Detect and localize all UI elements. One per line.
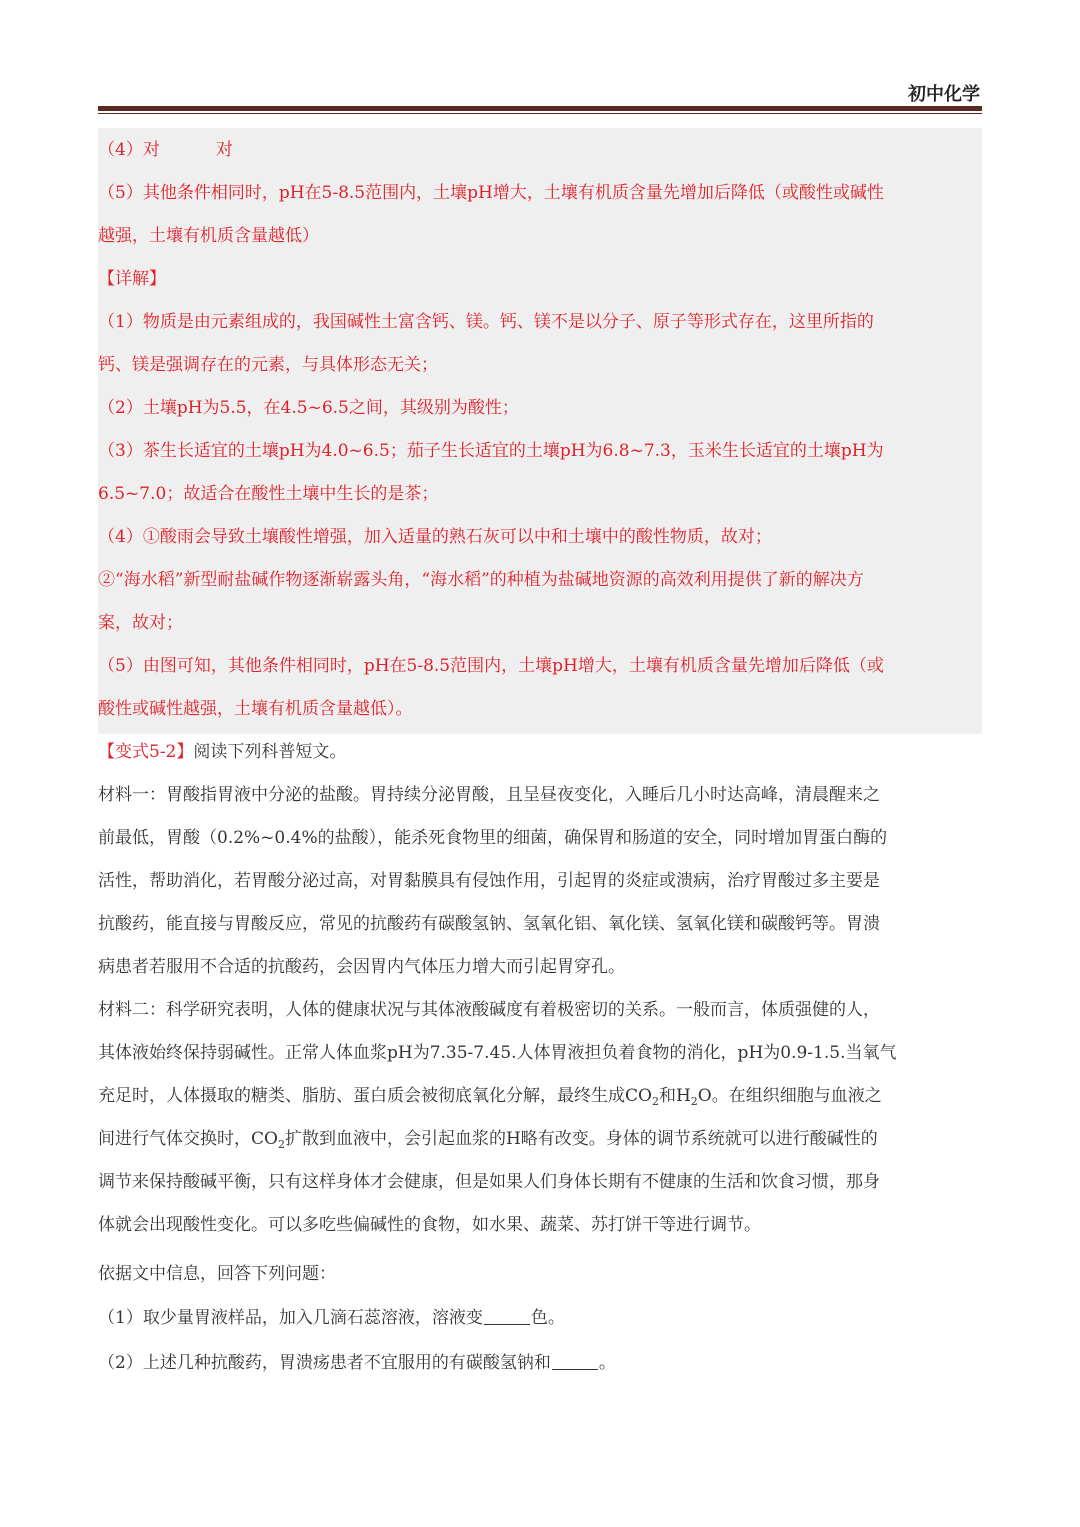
variant-tag: 【变式5-2】 — [98, 742, 194, 762]
variant-heading — [98, 740, 346, 764]
detail-2: （2）土壤pH为5.5，在4.5~6.5之间，其级别为酸性； — [98, 398, 519, 418]
answer-4 — [98, 138, 233, 162]
variant-intro: 阅读下列科普短文。 — [193, 742, 347, 762]
detail-3-line-1: （3）茶生长适宜的土壤pH为4.0~6.5；茄子生长适宜的土壤pH为6.8~7.3，玉米生长适宜的土壤pH为 — [98, 441, 884, 461]
material-1-line-1: 材料一：胃酸指胃液中分泌的盐酸。胃持续分泌胃酸，且呈昼夜变化，入睡后几小时达高峰，清晨醒来之 — [98, 785, 880, 805]
question-1-suffix: 色。 — [530, 1308, 565, 1328]
question-1 — [98, 1306, 565, 1330]
answer-blank[interactable] — [552, 1353, 598, 1370]
detail-5-line-2: 酸性或碱性越强，土壤有机质含量越低）。 — [98, 699, 413, 719]
question-intro: 依据文中信息，回答下列问题： — [98, 1264, 336, 1284]
material-2-line-6: 体就会出现酸性变化。可以多吃些偏碱性的食物，如水果、蔬菜、苏打饼干等进行调节。 — [98, 1215, 761, 1235]
detail-4-line-2: ②“海水稻”新型耐盐碱作物逐渐崭露头角，“海水稻”的种植为盐碱地资源的高效利用提供了新的解决方 — [98, 570, 864, 590]
header-rule — [98, 106, 982, 111]
detail-4-line-3: 案，故对； — [98, 613, 183, 633]
material-2-line-5: 调节来保持酸碱平衡，只有这样身体才会健康，但是如果人们身体长期有不健康的生活和饮食习惯，那身 — [98, 1172, 880, 1192]
material-1-line-2: 前最低，胃酸（0.2%~0.4%的盐酸），能杀死食物里的细菌，确保胃和肠道的安全，同时增加胃蛋白酶的 — [98, 828, 888, 848]
material-1-line-5: 病患者若服用不合适的抗酸药，会因胃内气体压力增大而引起胃穿孔。 — [98, 957, 625, 977]
material-2-line-1: 材料二：科学研究表明，人体的健康状况与其体液酸碱度有着极密切的关系。一般而言，体质强健的人， — [98, 1000, 880, 1020]
subscript: 2 — [690, 1095, 698, 1108]
material-2-line-3-part-b: 和H — [658, 1086, 691, 1106]
subscript: 2 — [651, 1095, 659, 1108]
material-2-line-4-part-b: 扩散到血液中，会引起血浆的H略有改变。身体的调节系统就可以进行酸碱性的 — [284, 1129, 878, 1149]
detail-3-line-2: 6.5~7.0；故适合在酸性土壤中生长的是茶； — [98, 484, 439, 504]
material-2-line-3-part-c: O。在组织细胞与血液之 — [697, 1086, 882, 1106]
header-rule-thin — [98, 113, 982, 114]
material-2-line-3 — [98, 1084, 882, 1108]
material-2-line-4 — [98, 1127, 878, 1151]
question-2 — [98, 1351, 616, 1375]
answer-5-line-1: （5）其他条件相同时，pH在5-8.5范围内，土壤pH增大，土壤有机质含量先增加后降低（或酸性或碱性 — [98, 183, 884, 203]
detail-heading: 【详解】 — [98, 269, 166, 289]
detail-1-line-2: 钙、镁是强调存在的元素，与具体形态无关； — [98, 355, 438, 375]
material-1-line-4: 抗酸药，能直接与胃酸反应，常见的抗酸药有碳酸氢钠、氢氧化铝、氧化镁、氢氧化镁和碳酸钙等。胃溃 — [98, 914, 880, 934]
material-2-line-4-part-a: 间进行气体交换时，CO — [98, 1129, 278, 1149]
detail-5-line-1: （5）由图可知，其他条件相同时，pH在5-8.5范围内，土壤pH增大，土壤有机质含量先增加后降低（或 — [98, 656, 884, 676]
material-2-line-2: 其体液始终保持弱碱性。正常人体血浆pH为7.35-7.45.人体胃液担负着食物的消化，pH为0.9-1.5.当氧气 — [98, 1043, 897, 1063]
detail-1-line-1: （1）物质是由元素组成的，我国碱性土富含钙、镁。钙、镁不是以分子、原子等形式存在，这里所指的 — [98, 312, 874, 332]
answer-panel — [98, 128, 982, 734]
question-2-suffix: 。 — [598, 1353, 616, 1373]
answer-blank[interactable] — [484, 1308, 530, 1325]
material-2-line-3-part-a: 充足时，人体摄取的糖类、脂肪、蛋白质会被彻底氧化分解，最终生成CO — [98, 1086, 652, 1106]
question-1-text: （1）取少量胃液样品，加入几滴石蕊溶液，溶液变 — [98, 1308, 483, 1328]
question-2-text: （2）上述几种抗酸药，胃溃疡患者不宜服用的有碳酸氢钠和 — [98, 1353, 551, 1373]
material-1-line-3: 活性，帮助消化，若胃酸分泌过高，对胃黏膜具有侵蚀作用，引起胃的炎症或溃病，治疗胃酸过多主要是 — [98, 871, 880, 891]
page-header-title: 初中化学 — [908, 84, 980, 105]
detail-4-line-1: （4）①酸雨会导致土壤酸性增强，加入适量的熟石灰可以中和土壤中的酸性物质，故对； — [98, 527, 772, 547]
answer-5-line-2: 越强，土壤有机质含量越低） — [98, 226, 319, 246]
subscript: 2 — [277, 1138, 285, 1151]
answer-4-first: （4）对 — [98, 140, 160, 160]
answer-4-second: 对 — [215, 140, 233, 160]
